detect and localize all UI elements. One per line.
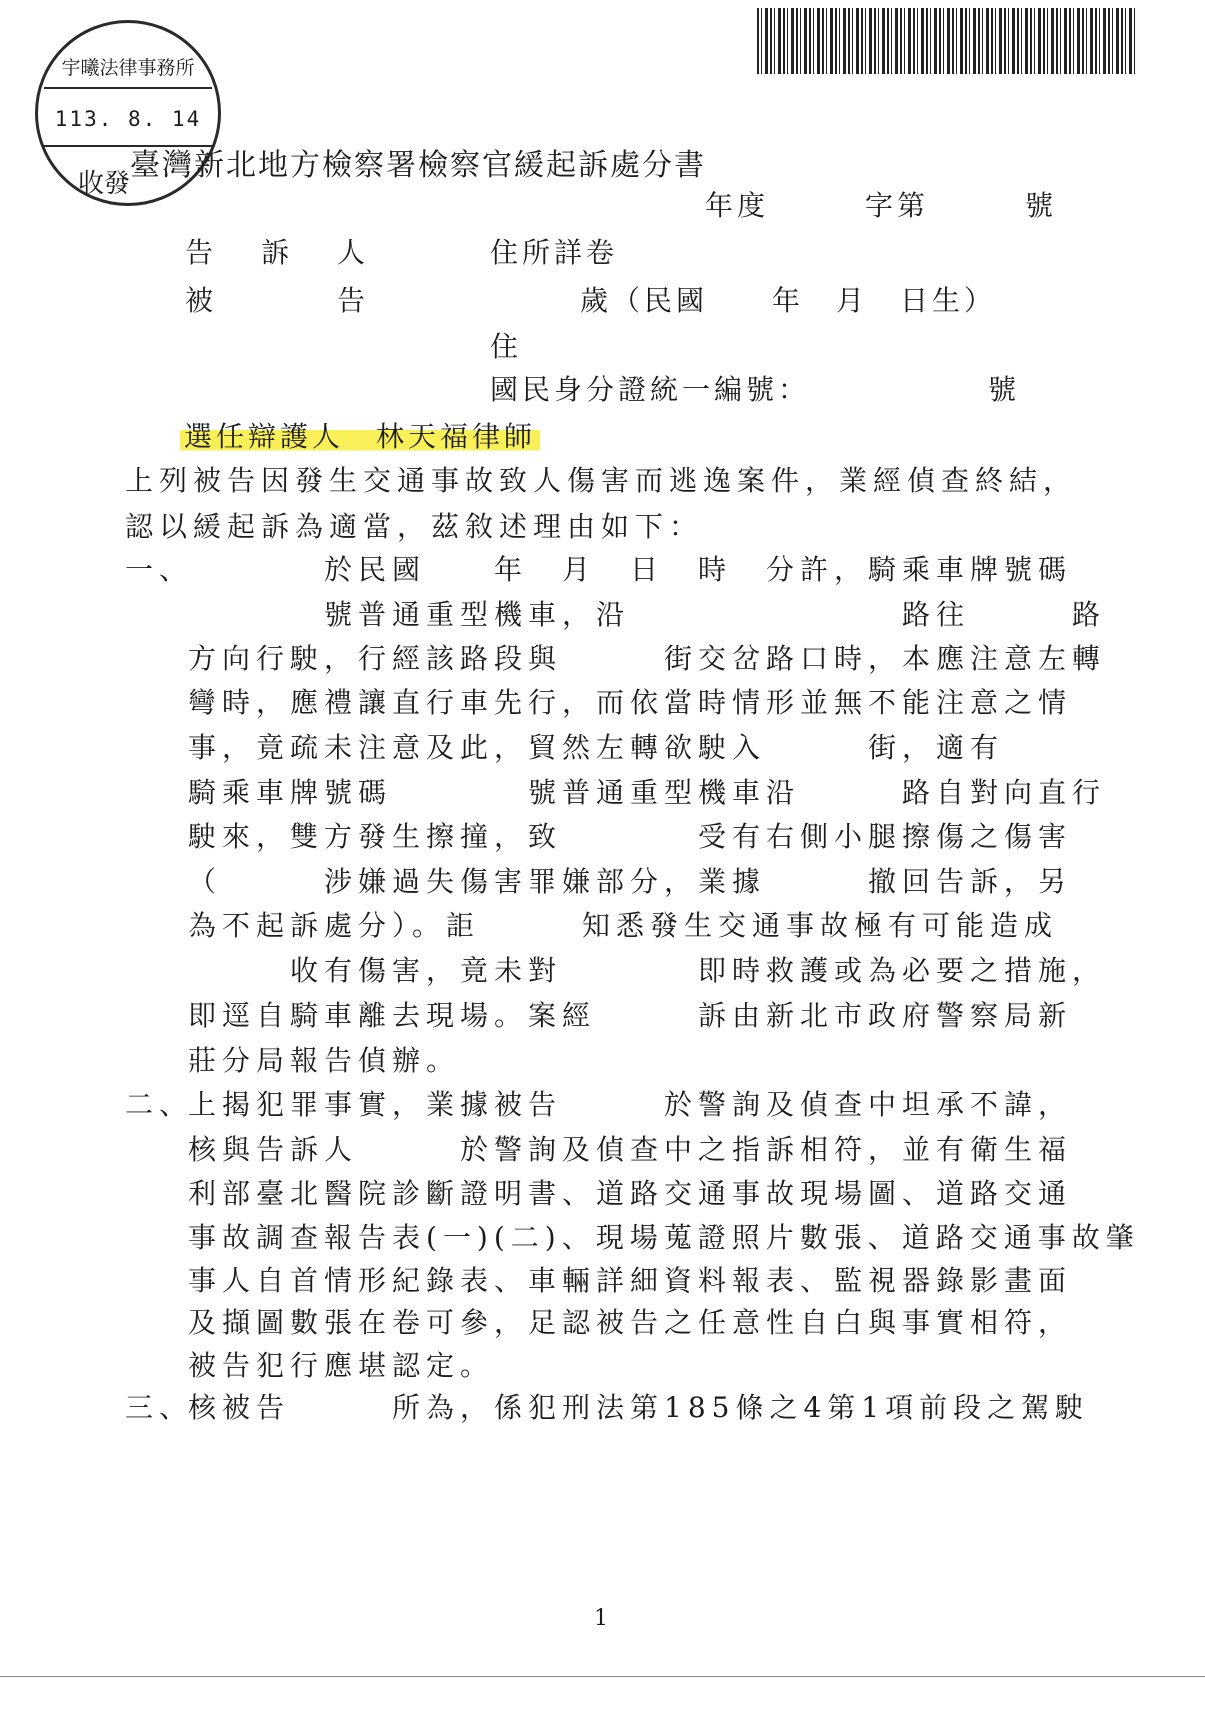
- party-id-number: 國民身分證統一編號： 號: [490, 373, 1021, 406]
- barcode: [757, 8, 1135, 74]
- party-detail: 住所詳卷: [490, 236, 619, 269]
- section-label: 一、: [125, 553, 194, 586]
- section-label: 三、: [125, 1391, 194, 1424]
- footer-divider: [0, 1676, 1205, 1677]
- section-line: 為不起訴處分）。詎 知悉發生交通事故極有可能造成: [188, 909, 1059, 942]
- section-line: 駛來，雙方發生擦撞，致 受有右側小腿擦傷之傷害: [188, 820, 1073, 853]
- stamp-firm-name: 宇曦法律事務所: [61, 57, 195, 79]
- section-line: 騎乘車牌號碼 號普通重型機車沿 路自對向直行: [188, 776, 1107, 809]
- section-line: 彎時，應禮讓直行車先行，而依當時情形並無不能注意之情: [188, 686, 1073, 719]
- stamp-date: 113. 8. 14: [54, 107, 202, 131]
- section-line: 號普通重型機車，沿 路往 路: [188, 598, 1107, 631]
- party-role: 被 告: [185, 284, 376, 317]
- section-line: 方向行駛，行經該路段與 街交岔路口時，本應注意左轉: [188, 642, 1107, 675]
- stamp-divider: [44, 87, 212, 89]
- intro-line: 上列被告因發生交通事故致人傷害而逃逸案件，業經偵查終結，: [125, 464, 1078, 497]
- section-line: 即逕自騎車離去現場。案經 訴由新北市政府警察局新: [188, 999, 1073, 1032]
- section-line: 及擷圖數張在卷可參，足認被告之任意性自白與事實相符，: [188, 1306, 1073, 1339]
- section-line: 於民國 年 月 日 時 分許，騎乘車牌號碼: [188, 553, 1073, 586]
- party-address: 住: [490, 330, 519, 363]
- section-label: 二、: [125, 1088, 194, 1121]
- section-line: 事，竟疏未注意及此，貿然左轉欲駛入 街，適有: [188, 731, 1107, 764]
- section-line: 核被告 所為，係犯刑法第185條之4第1項前段之駕駛: [188, 1391, 1090, 1424]
- stamp-received-label: 收發: [78, 169, 131, 199]
- section-line: 上揭犯罪事實，業據被告 於警詢及偵查中坦承不諱，: [188, 1088, 1073, 1121]
- party-role: 告 訴 人: [185, 236, 376, 269]
- section-line: 核與告訴人 於警詢及偵查中之指訴相符，並有衛生福: [188, 1133, 1073, 1166]
- defense-counsel: [180, 415, 540, 455]
- section-line: 被告犯行應堪認定。: [188, 1349, 495, 1382]
- document-title: 臺灣新北地方檢察署檢察官緩起訴處分書: [130, 148, 706, 183]
- party-detail: 歲（民國 年 月 日生）: [580, 284, 997, 317]
- section-line: 事故調查報告表(一)(二)、現場蒐證照片數張、道路交通事故肇: [188, 1221, 1140, 1254]
- section-line: 事人自首情形紀錄表、車輛詳細資料報表、監視器錄影畫面: [188, 1264, 1073, 1297]
- section-line: 莊分局報告偵辦。: [188, 1044, 461, 1077]
- section-line: 利部臺北醫院診斷證明書、道路交通事故現場圖、道路交通: [188, 1177, 1073, 1210]
- intro-line: 認以緩起訴為適當，茲敘述理由如下：: [125, 510, 704, 543]
- section-line: （ 涉嫌過失傷害罪嫌部分，業據 撤回告訴，另: [188, 865, 1073, 898]
- highlighted-text: 選任辯護人 林天福律師: [180, 420, 540, 453]
- section-line: 收有傷害，竟未對 即時救護或為必要之措施，: [188, 954, 1107, 987]
- case-number: 年度 字第 號: [705, 189, 1058, 222]
- page-number: 1: [594, 1606, 608, 1631]
